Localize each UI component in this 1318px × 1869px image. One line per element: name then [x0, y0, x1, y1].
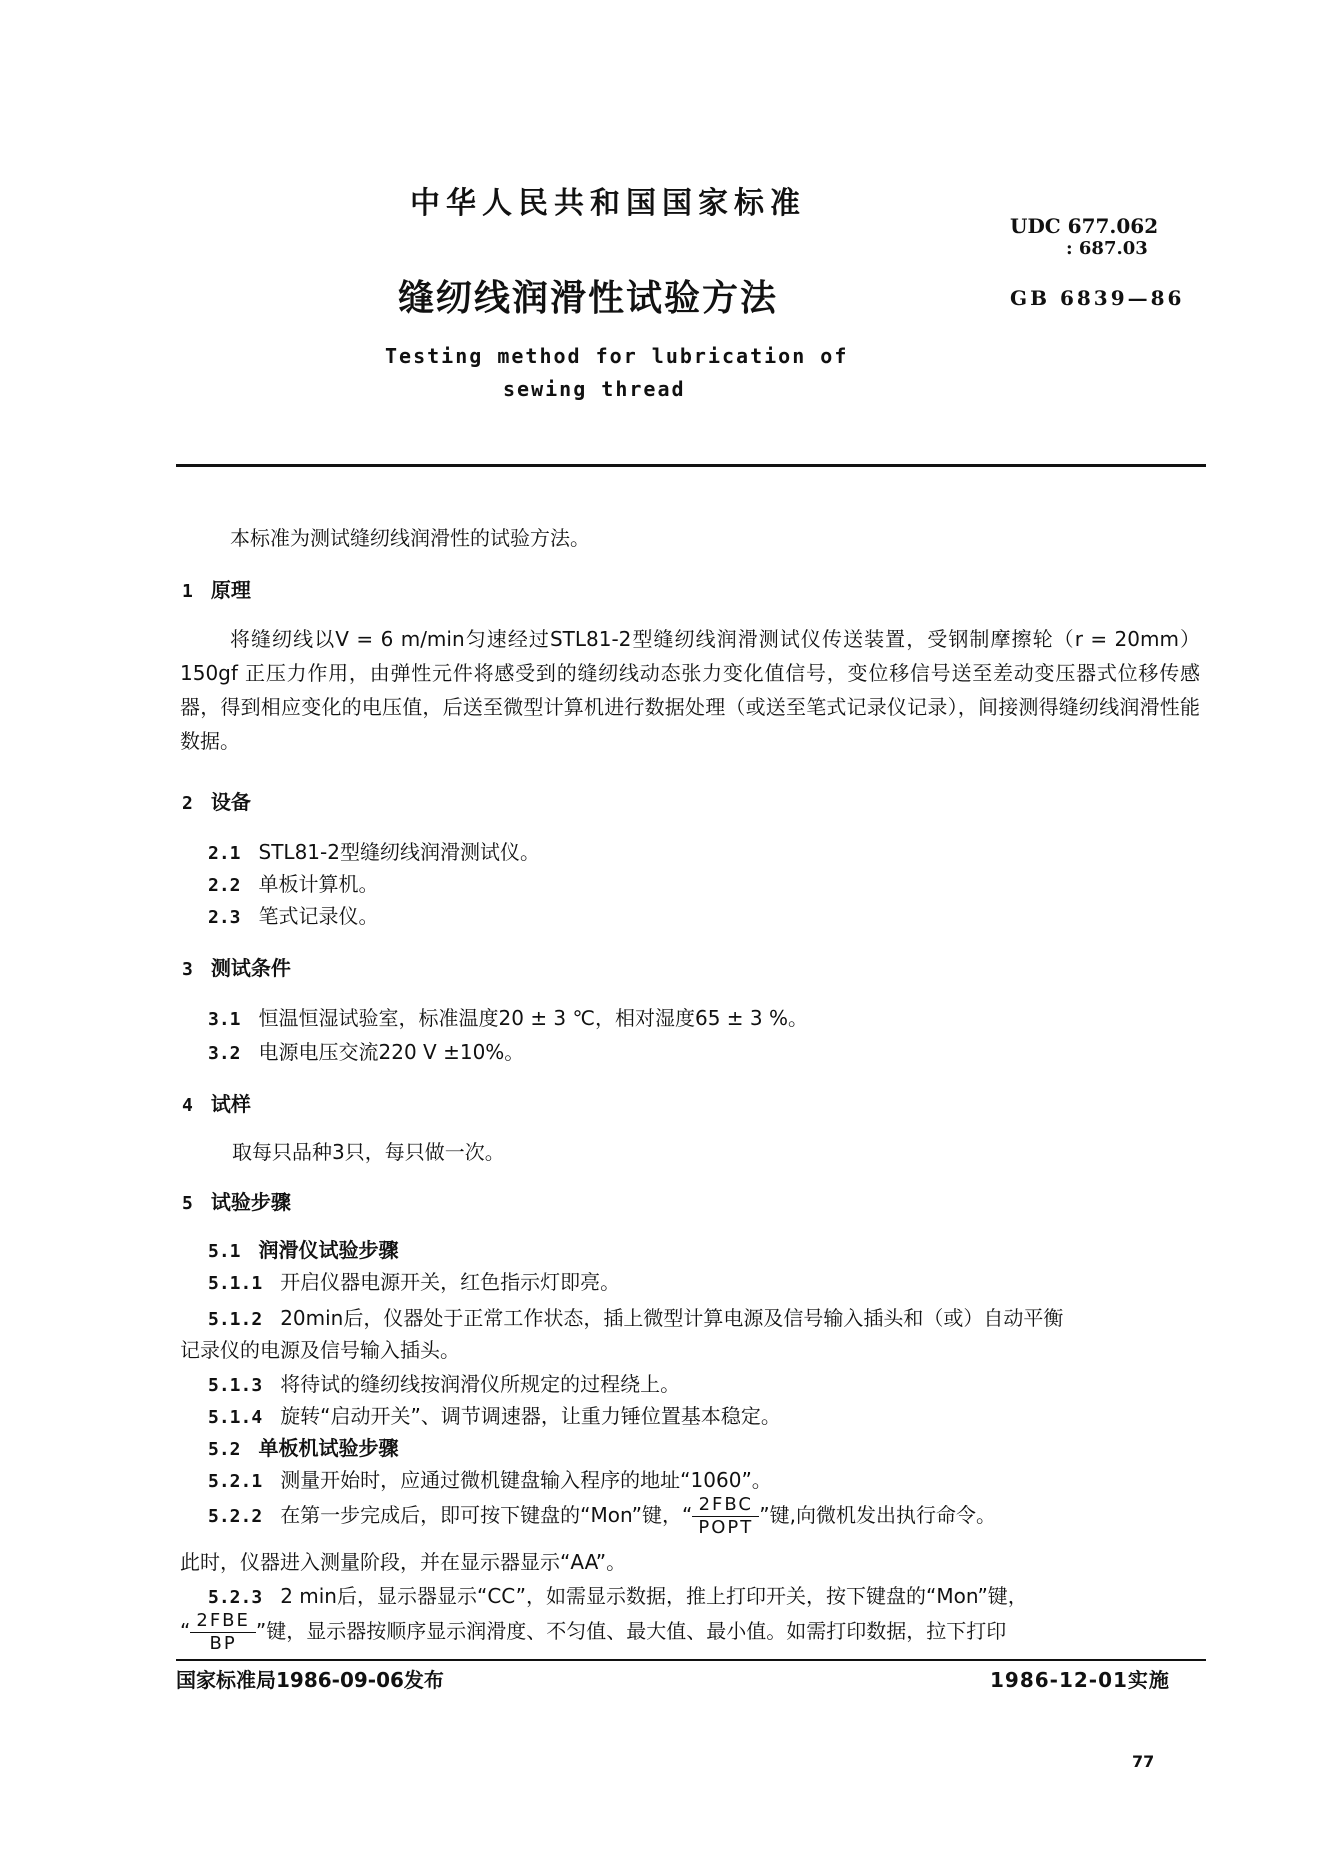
item-number: 3.1 [208, 1009, 241, 1030]
item-5-1-4 [208, 1400, 781, 1429]
item-number: 5.1 [208, 1241, 241, 1262]
subsection-title: 单板机试验步骤 [258, 1436, 399, 1460]
item-number: 5.2 [208, 1439, 241, 1460]
item-5-2-2-continued: 此时，仪器进入测量阶段，并在显示器显示“AA”。 [180, 1550, 627, 1574]
section-5-heading [182, 1186, 291, 1215]
subsection-title: 润滑仪试验步骤 [258, 1238, 399, 1262]
item-text: 旋转“启动开关”、调节调速器，让重力锤位置基本稳定。 [280, 1404, 781, 1428]
section-title: 设备 [210, 790, 251, 814]
page-number: 77 [1132, 1752, 1155, 1771]
item-text: 将待试的缝纫线按润滑仪所规定的过程绕上。 [280, 1372, 681, 1396]
item-number: 2.3 [208, 907, 241, 928]
header-divider [176, 464, 1206, 467]
subsection-5-2-heading [208, 1432, 399, 1461]
section-1-heading [182, 574, 251, 603]
item-number: 5.1.3 [208, 1375, 263, 1396]
section-1-paragraph: 将缝纫线以V = 6 m/min匀速经过STL81-2型缝纫线润滑测试仪传送装置，受钢制摩擦轮（r = 20mm）150gf 正压力作用，由弹性元件将感受到的缝纫线动态张力变化值信号，变位移信号送至差动变压器式位移传感器，得到相应变化的电压值，后送至微型计算机进行数据处理（或送至笔式记录仪记录），间接测得缝纫线润滑性能数据。 [180, 627, 1200, 753]
fraction-denominator: POPT [698, 1517, 754, 1538]
item-3-2 [208, 1036, 524, 1065]
item-number: 5.1.1 [208, 1273, 263, 1294]
udc-code: UDC 677.062 [1010, 214, 1159, 238]
fraction-numerator: 2FBC [692, 1494, 759, 1517]
section-number: 2 [182, 793, 193, 814]
item-2-1 [208, 836, 540, 865]
item-text: 笔式记录仪。 [258, 904, 379, 928]
item-text: 20min后，仪器处于正常工作状态，插上微型计算电源及信号输入插头和（或）自动平衡 [280, 1306, 1064, 1330]
quote-mark: “ [180, 1619, 191, 1643]
item-5-2-1 [208, 1464, 772, 1493]
item-number: 2.1 [208, 843, 241, 864]
section-number: 1 [182, 581, 193, 602]
item-text-tail: ”键，显示器按顺序显示润滑度、不匀值、最大值、最小值。如需打印数据，拉下打印 [255, 1619, 1007, 1643]
item-5-1-3 [208, 1368, 680, 1397]
fraction-numerator: 2FBE [190, 1610, 256, 1633]
item-text: 单板计算机。 [258, 872, 379, 896]
item-text: 开启仪器电源开关，红色指示灯即亮。 [280, 1270, 621, 1294]
section-4-text: 取每只品种3只，每只做一次。 [232, 1140, 505, 1164]
section-number: 4 [182, 1095, 193, 1116]
item-5-2-3 [208, 1580, 1028, 1609]
fraction-denominator: BP [209, 1633, 237, 1654]
section-3-heading [182, 952, 291, 981]
item-number: 5.1.4 [208, 1407, 263, 1428]
item-5-2-2 [208, 1494, 996, 1539]
item-text: STL81-2型缝纫线润滑测试仪。 [258, 840, 540, 864]
subsection-5-1-heading [208, 1234, 399, 1263]
item-5-1-2 [208, 1302, 1063, 1331]
section-title: 试验步骤 [210, 1190, 291, 1214]
item-text: 恒温恒湿试验室，标准温度20 ± 3 ℃，相对湿度65 ± 3 %。 [258, 1006, 808, 1030]
item-text: 测量开始时，应通过微机键盘输入程序的地址“1060”。 [280, 1468, 772, 1492]
section-4-heading [182, 1088, 251, 1117]
formula-fraction [190, 1610, 256, 1655]
section-title: 原理 [210, 578, 251, 602]
item-2-2 [208, 868, 379, 897]
item-text-tail: ”键,向微机发出执行命令。 [759, 1503, 996, 1527]
section-2-heading [182, 786, 251, 815]
footer-divider [176, 1659, 1206, 1661]
national-standard-heading: 中华人民共和国国家标准 [410, 186, 806, 221]
effective-date: 1986-12-01实施 [990, 1668, 1170, 1692]
item-number: 5.2.1 [208, 1471, 263, 1492]
issue-date: 国家标准局1986-09-06发布 [176, 1668, 444, 1692]
item-2-3 [208, 900, 379, 929]
item-number: 5.2.3 [208, 1587, 263, 1608]
item-number: 2.2 [208, 875, 241, 896]
section-number: 3 [182, 959, 193, 980]
item-number: 5.2.2 [208, 1506, 263, 1527]
document-title-en-line2: sewing thread [503, 377, 686, 401]
item-5-1-1 [208, 1266, 620, 1295]
section-number: 5 [182, 1193, 193, 1214]
item-5-1-2-continued: 记录仪的电源及信号输入插头。 [180, 1338, 460, 1362]
section-title: 测试条件 [210, 956, 291, 980]
intro-text: 本标准为测试缝纫线润滑性的试验方法。 [230, 526, 590, 550]
item-3-1 [208, 1002, 808, 1031]
item-text: 在第一步完成后，即可按下键盘的“Mon”键，“ [280, 1503, 693, 1527]
item-text: 电源电压交流220 V ±10%。 [258, 1040, 525, 1064]
formula-fraction [692, 1494, 759, 1539]
item-number: 3.2 [208, 1043, 241, 1064]
item-text: 2 min后，显示器显示“CC”，如需显示数据，推上打印开关，按下键盘的“Mon”键， [280, 1584, 1028, 1608]
document-title-cn: 缝纫线润滑性试验方法 [398, 278, 779, 319]
item-number: 5.1.2 [208, 1309, 263, 1330]
item-5-2-3-continued [180, 1610, 1006, 1655]
udc-code-secondary: : 687.03 [1066, 238, 1148, 259]
gb-number: GB 6839—86 [1010, 286, 1185, 310]
section-title: 试样 [210, 1092, 251, 1116]
document-title-en-line1: Testing method for lubrication of [385, 344, 849, 368]
